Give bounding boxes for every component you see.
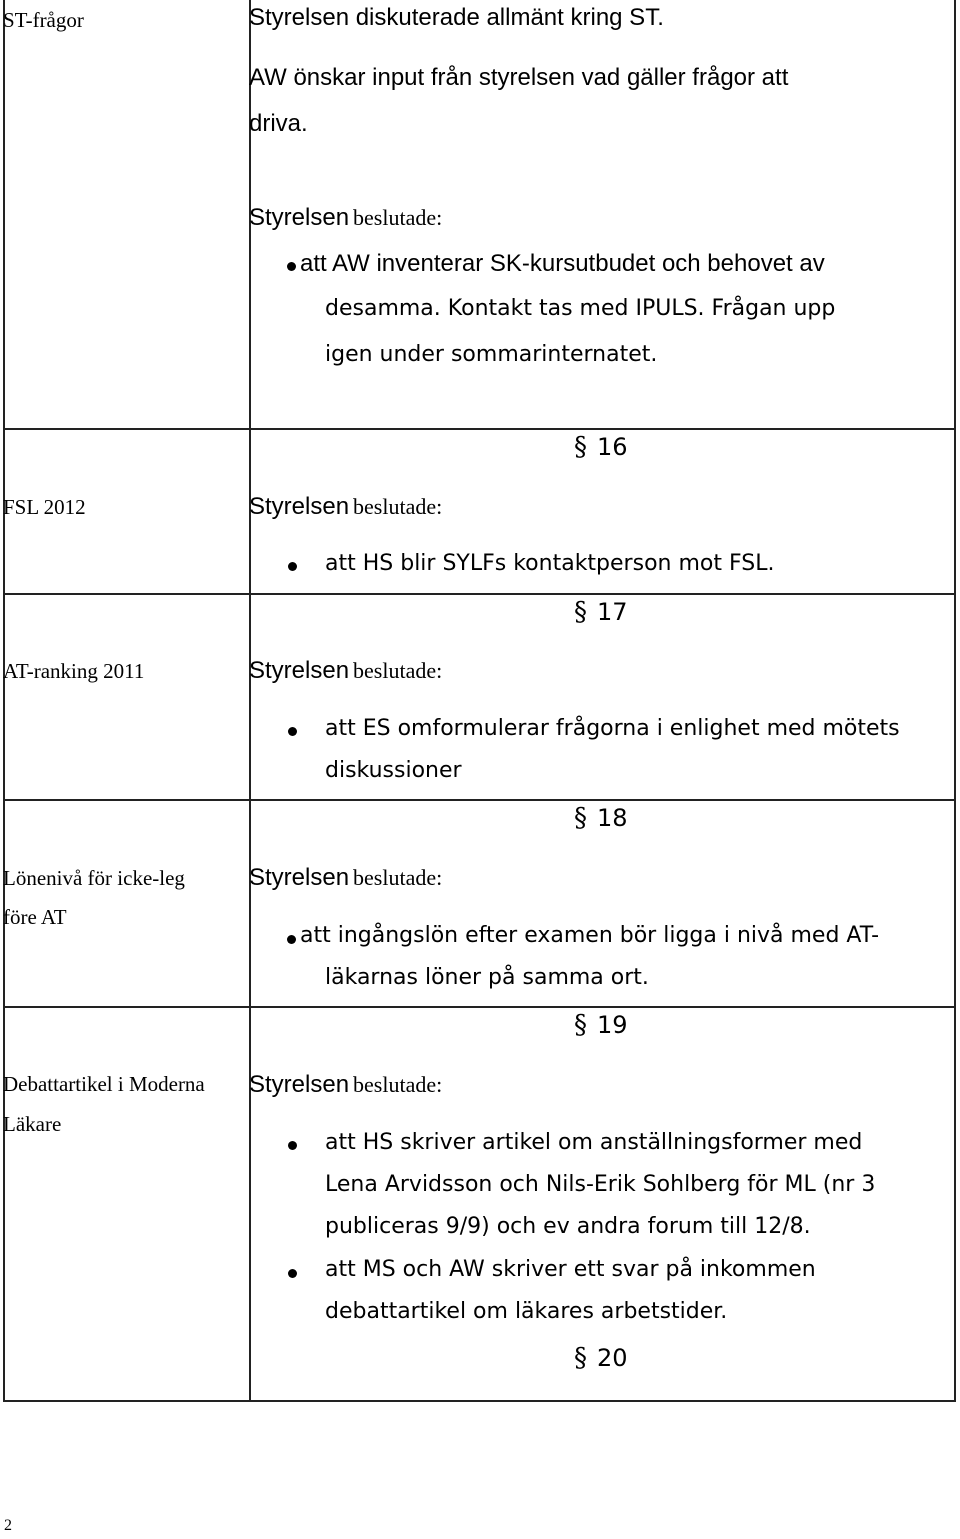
bullet-icon (288, 1269, 297, 1278)
decided-word-styrelsen: Styrelsen (249, 657, 350, 684)
decision-item: att HS blir SYLFs kontaktperson mot FSL. (325, 551, 775, 576)
paragraph-marker (574, 1343, 628, 1373)
section-sign-icon: § (574, 803, 587, 833)
decision-item: att AW inventerar SK-kursutbudet och behovet av (300, 250, 825, 277)
decision-item: debattartikel om läkares arbetstider. (325, 1299, 728, 1324)
decided-heading (249, 864, 442, 892)
paragraph-marker (574, 432, 628, 462)
decided-word-beslutade: beslutade: (353, 494, 443, 519)
bullet-icon (287, 935, 296, 944)
bullet-icon (288, 727, 297, 736)
decision-item: att HS skriver artikel om anställningsformer med (325, 1130, 863, 1155)
decision-item: att MS och AW skriver ett svar på inkommen (325, 1257, 816, 1282)
decided-heading (249, 204, 442, 232)
decision-item: läkarnas löner på samma ort. (325, 965, 649, 990)
decision-item: diskussioner (325, 758, 462, 783)
discussion-text: AW önskar input från styrelsen vad gäller frågor att (249, 64, 789, 91)
decided-word-styrelsen: Styrelsen (249, 204, 350, 231)
row-label-debattartikel-line2: Läkare (3, 1112, 62, 1136)
decision-item: att ES omformulerar frågorna i enlighet med mötets (325, 716, 900, 741)
bullet-icon (288, 562, 297, 571)
paragraph-number: 19 (597, 1011, 628, 1039)
section-sign-icon: § (574, 1010, 587, 1040)
decided-heading (249, 657, 442, 685)
row-divider (5, 1006, 954, 1008)
decision-item: igen under sommarinternatet. (325, 342, 658, 367)
decided-heading (249, 1071, 442, 1099)
paragraph-marker (574, 597, 628, 627)
paragraph-marker (574, 1010, 628, 1040)
paragraph-number: 17 (597, 598, 628, 626)
decided-word-styrelsen: Styrelsen (249, 1071, 350, 1098)
decided-word-beslutade: beslutade: (353, 658, 443, 683)
section-sign-icon: § (574, 432, 587, 462)
row-label-loneniva: Lönenivå för icke-leg (3, 866, 185, 890)
bullet-icon (288, 1141, 297, 1150)
decided-heading (249, 493, 442, 521)
decided-word-beslutade: beslutade: (353, 205, 443, 230)
decision-item: publiceras 9/9) och ev andra forum till 12/8. (325, 1214, 811, 1239)
decision-item: Lena Arvidsson och Nils-Erik Sohlberg för ML (nr 3 (325, 1172, 876, 1197)
row-label-st-fragor: ST-frågor (3, 8, 84, 32)
decided-word-styrelsen: Styrelsen (249, 864, 350, 891)
decided-word-beslutade: beslutade: (353, 865, 443, 890)
section-sign-icon: § (574, 1343, 587, 1373)
bullet-icon (287, 262, 296, 271)
discussion-text: Styrelsen diskuterade allmänt kring ST. (249, 4, 664, 31)
row-label-fsl-2012: FSL 2012 (3, 495, 86, 519)
row-divider (5, 593, 954, 595)
paragraph-number: 16 (597, 433, 628, 461)
decision-item: desamma. Kontakt tas med IPULS. Frågan upp (325, 296, 836, 321)
section-sign-icon: § (574, 597, 587, 627)
page-number: 2 (4, 1517, 12, 1534)
decision-item: att ingångslön efter examen bör ligga i nivå med AT- (300, 923, 880, 948)
paragraph-number: 20 (597, 1344, 628, 1372)
discussion-text: driva. (249, 110, 308, 137)
row-divider (5, 428, 954, 430)
paragraph-marker (574, 803, 628, 833)
decided-word-styrelsen: Styrelsen (249, 493, 350, 520)
row-label-debattartikel: Debattartikel i Moderna (3, 1072, 205, 1096)
row-label-loneniva-line2: före AT (3, 905, 67, 929)
row-label-at-ranking: AT-ranking 2011 (3, 659, 145, 683)
decided-word-beslutade: beslutade: (353, 1072, 443, 1097)
paragraph-number: 18 (597, 804, 628, 832)
row-divider (5, 799, 954, 801)
